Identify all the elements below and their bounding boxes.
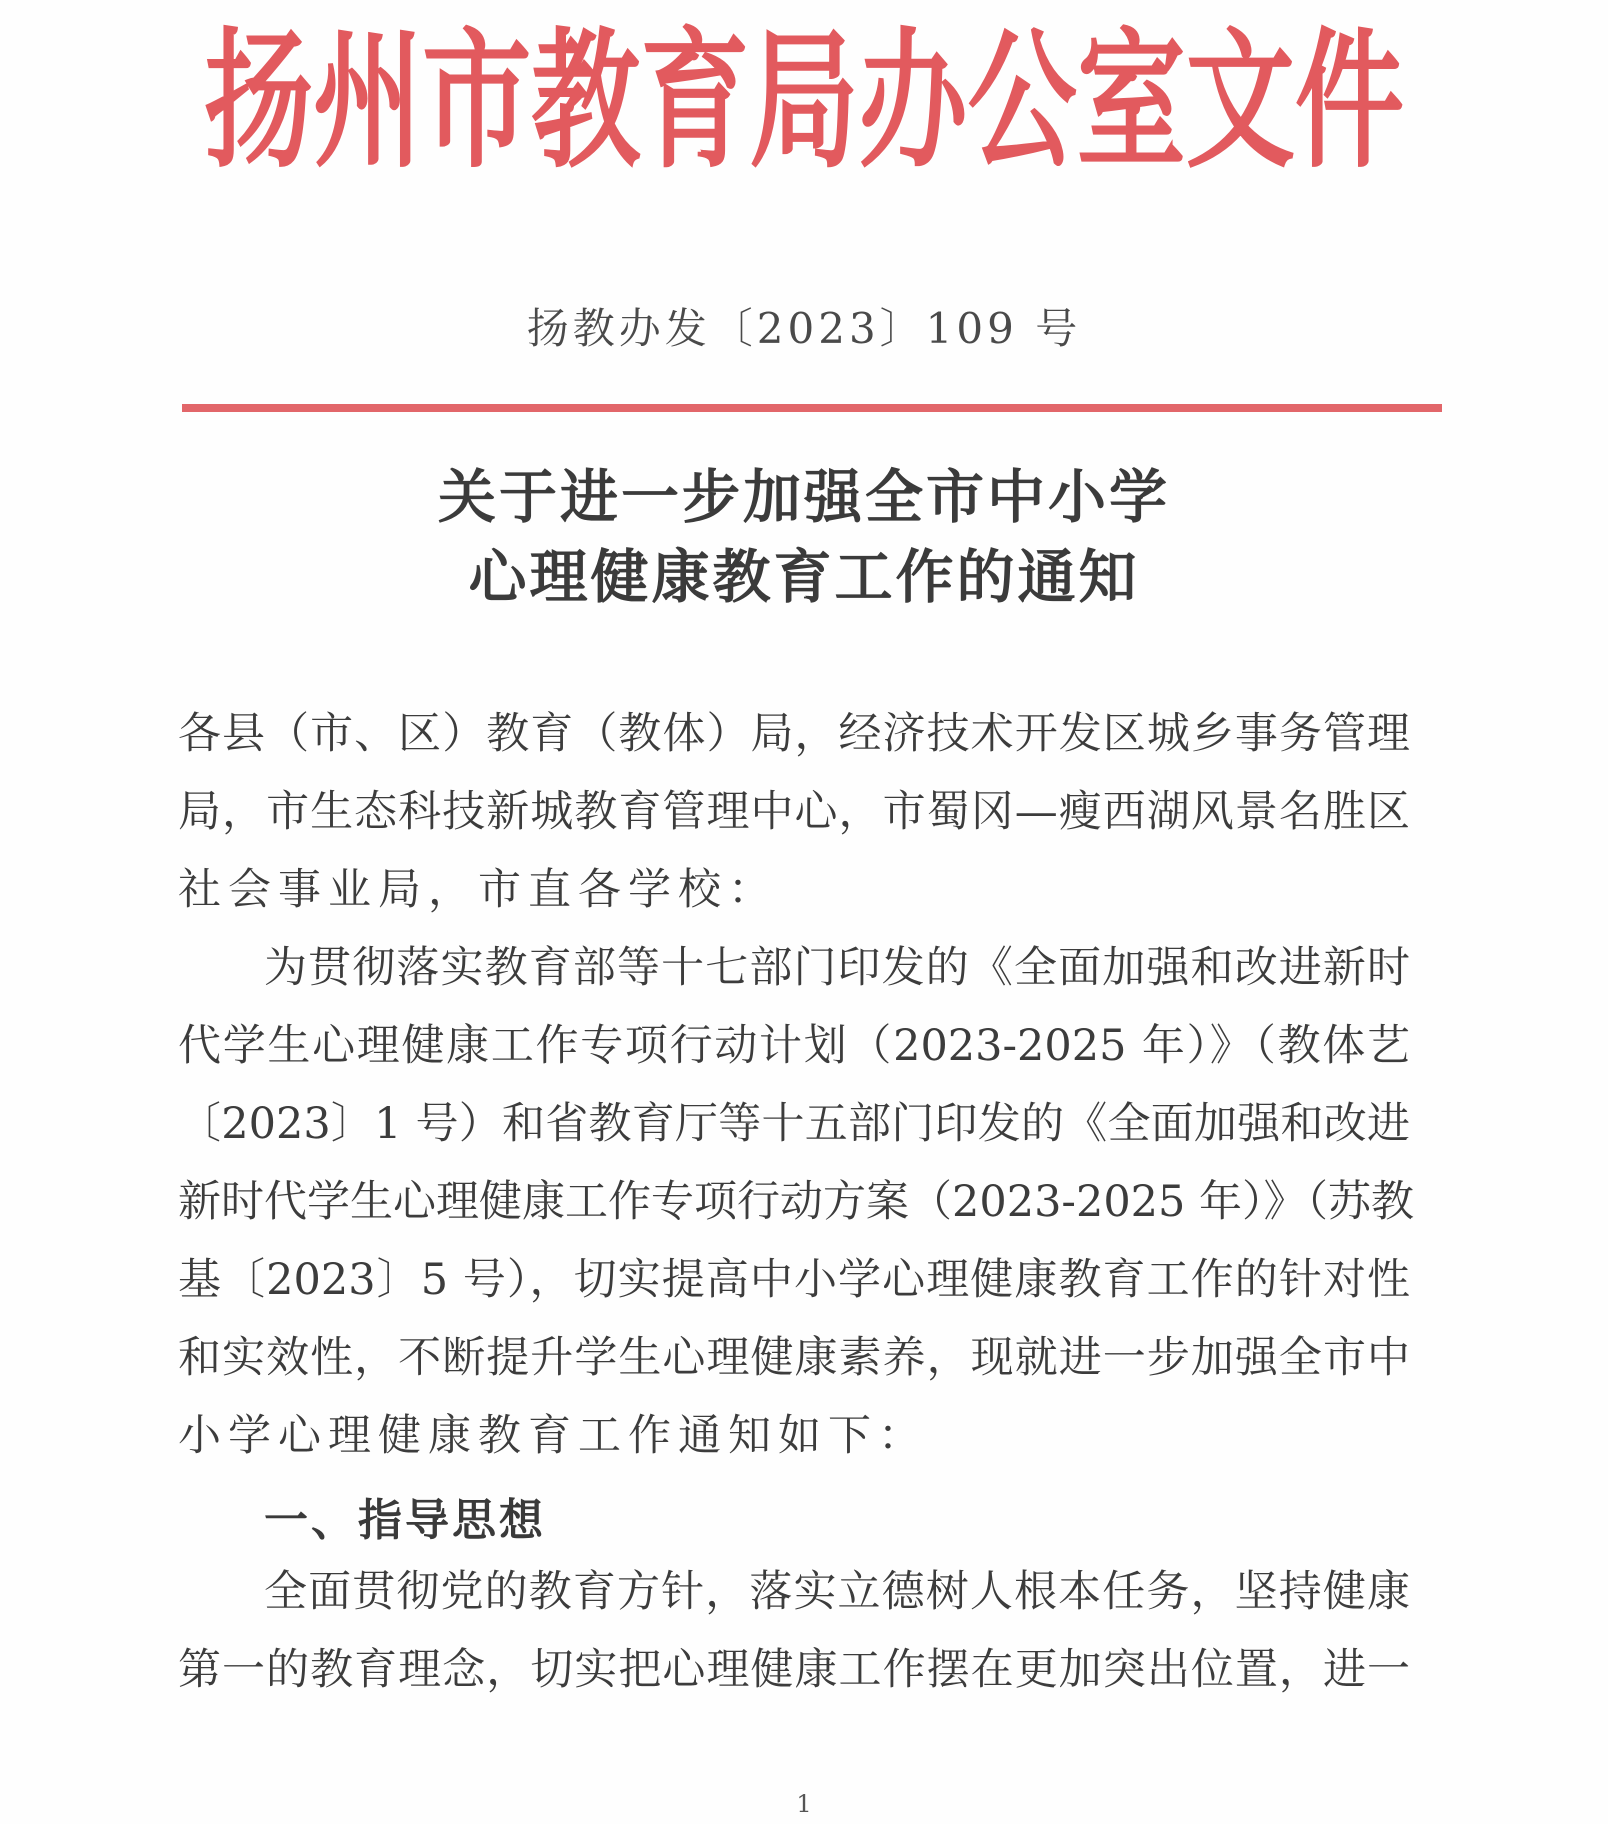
paragraph-line: 全面贯彻党的教育方针，落实立德树人根本任务，坚持健康 [264, 1567, 1410, 1617]
addressee-line: 各县（市、区）教育（教体）局，经济技术开发区城乡事务管理 [178, 709, 1410, 759]
section-heading: 一、指导思想 [264, 1495, 546, 1546]
paragraph-line: 基〔2023〕5 号），切实提高中小学心理健康教育工作的针对性 [178, 1255, 1410, 1305]
paragraph-line: 代学生心理健康工作专项行动计划（2023-2025 年）》（教体艺 [178, 1021, 1410, 1071]
addressee-line: 局，市生态科技新城教育管理中心，市蜀冈—瘦西湖风景名胜区 [178, 787, 1410, 837]
paragraph-line: 和实效性，不断提升学生心理健康素养，现就进一步加强全市中 [178, 1333, 1410, 1383]
red-divider-line [182, 404, 1442, 412]
paragraph-line: 小学心理健康教育工作通知如下： [178, 1411, 928, 1461]
document-title-line-1: 关于进一步加强全市中小学 [437, 463, 1170, 531]
issuer-title: 扬州市教育局办公室文件 [204, 15, 1404, 175]
paragraph-line: 第一的教育理念，切实把心理健康工作摆在更加突出位置，进一 [178, 1645, 1410, 1695]
issuer-title-seal [0, 5, 1608, 175]
document-header [0, 5, 1608, 175]
addressee-line: 社会事业局，市直各学校： [178, 865, 778, 915]
document-title-line-2: 心理健康教育工作的通知 [468, 543, 1140, 611]
document-number: 扬教办发〔2023〕109 号 [526, 304, 1082, 353]
paragraph-line: 〔2023〕1 号）和省教育厅等十五部门印发的《全面加强和改进 [178, 1099, 1410, 1149]
paragraph-line: 新时代学生心理健康工作专项行动方案（2023-2025 年）》（苏教 [178, 1177, 1415, 1227]
page-number: 1 [796, 1790, 812, 1818]
paragraph-line: 为贯彻落实教育部等十七部门印发的《全面加强和改进新时 [264, 943, 1410, 993]
